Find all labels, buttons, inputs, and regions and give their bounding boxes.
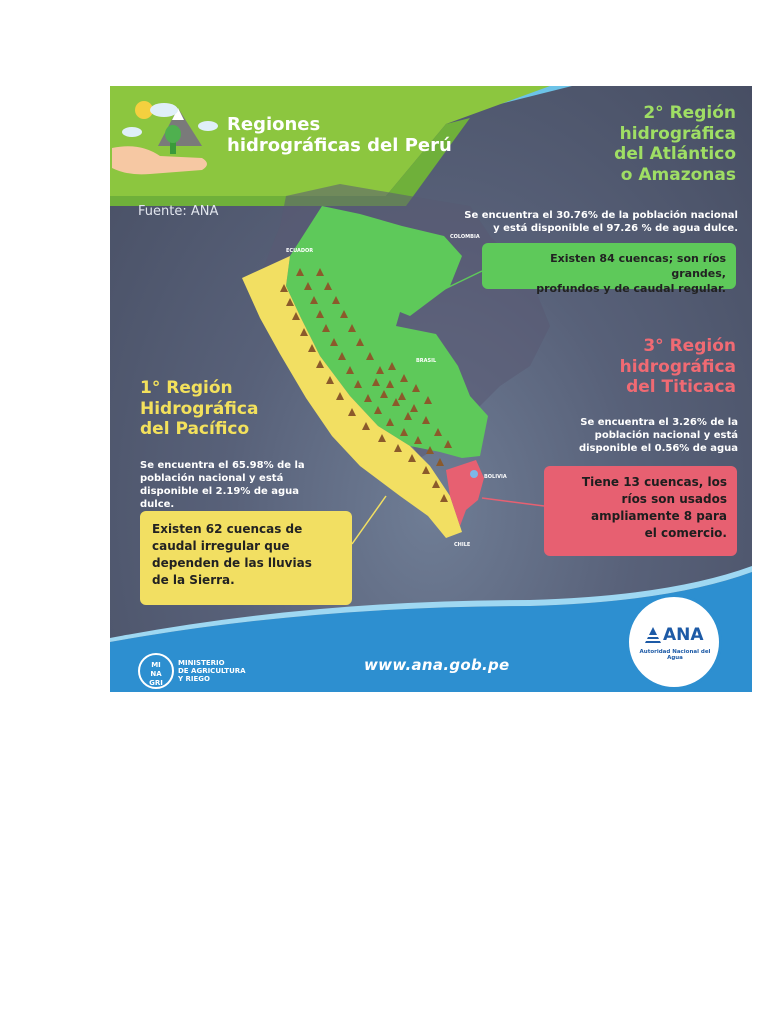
region-titicaca-title: 3° Región hidrográfica del Titicaca [619, 336, 736, 398]
region-atlantico-description: Se encuentra el 30.76% de la población nacional y está disponible el 97.26 % de agua dulce. [464, 210, 738, 234]
minagri-logo: MI NA GRI [138, 653, 174, 689]
region-pacifico-box: Existen 62 cuencas de caudal irregular que dependen de las lluvias de la Sierra. [140, 511, 352, 605]
source-label: Fuente: ANA [138, 204, 219, 219]
region-pacifico-title: 1° Región Hidrográfica del Pacífico [140, 378, 259, 440]
label-ecuador: ECUADOR [286, 248, 314, 254]
region-pacifico-description: Se encuentra el 65.98% de la población nacional y está disponible el 2.19% de agua dulce. [140, 460, 305, 510]
region-atlantico-title: 2° Región hidrográfica del Atlántico o Amazonas [614, 103, 736, 186]
label-chile: CHILE [454, 542, 471, 548]
label-brasil: BRASIL [416, 358, 437, 364]
ministry-name: MINISTERIO DE AGRICULTURA Y RIEGO [178, 659, 246, 683]
region-titicaca-description: Se encuentra el 3.26% de la población nacional y está disponible el 0.56% de agua [578, 417, 738, 454]
connector-pacifico [352, 496, 386, 544]
ana-logo: ANA Autoridad Nacional del Agua [626, 594, 722, 690]
connector-titicaca [482, 498, 544, 506]
label-colombia: COLOMBIA [450, 234, 480, 240]
ana-wave-icon [643, 625, 663, 645]
region-atlantico-box: Existen 84 cuencas; son ríos grandes, profundos y de caudal regular. [482, 243, 736, 289]
website-link[interactable]: www.ana.gob.pe [364, 656, 510, 674]
label-bolivia: BOLIVIA [484, 474, 507, 480]
page-title: Regiones hidrográficas del Perú [227, 114, 452, 156]
region-titicaca-box: Tiene 13 cuencas, los ríos son usados ampliamente 8 para el comercio. [544, 466, 737, 556]
infographic-poster [110, 86, 752, 692]
